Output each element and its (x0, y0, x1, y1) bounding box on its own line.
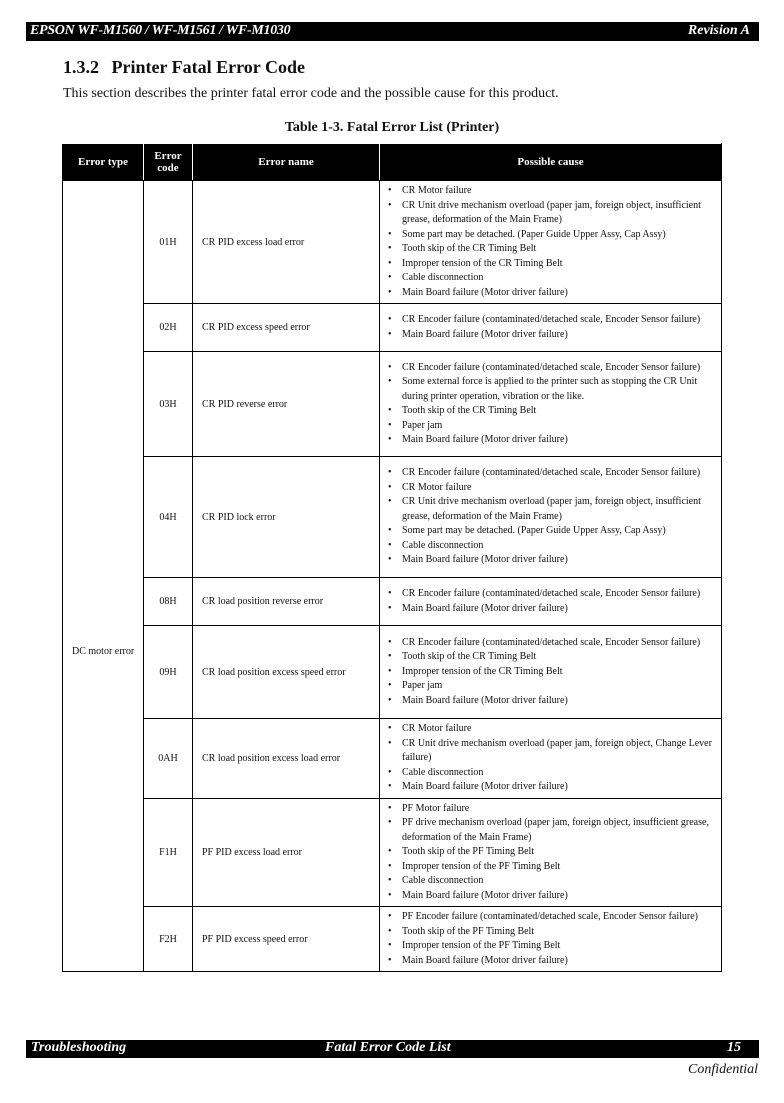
table-row (63, 304, 722, 352)
cause-list (388, 722, 717, 795)
column-header-error-code: Error code (144, 144, 193, 181)
cause-item: • Main Board failure (Motor driver failure) (388, 694, 717, 709)
possible-cause-cell (380, 304, 722, 352)
error-code-cell: 08H (144, 578, 193, 626)
error-code-cell: 01H (144, 181, 193, 304)
cause-list (388, 910, 717, 968)
cause-item: • PF Motor failure (388, 802, 717, 817)
error-name-cell: CR PID lock error (193, 457, 380, 578)
cause-item: • Some part may be detached. (Paper Guide Upper Assy, Cap Assy) (388, 228, 717, 243)
cause-item: • Cable disconnection (388, 271, 717, 286)
error-code-cell: F2H (144, 907, 193, 972)
table-row (63, 626, 722, 719)
cause-item: • Cable disconnection (388, 874, 717, 889)
page-footer (26, 1040, 759, 1058)
error-name-cell: CR load position reverse error (193, 578, 380, 626)
cause-item: • Main Board failure (Motor driver failure) (388, 286, 717, 301)
page-header (26, 22, 759, 41)
cause-item: • Main Board failure (Motor driver failure) (388, 602, 717, 617)
cause-item: • Paper jam (388, 419, 717, 434)
error-name-cell: PF PID excess load error (193, 798, 380, 907)
section-heading (63, 57, 305, 78)
cause-list (388, 184, 717, 300)
page-number: 15 (727, 1040, 741, 1055)
possible-cause-cell (380, 798, 722, 907)
cause-item: • CR Encoder failure (contaminated/detached scale, Encoder Sensor failure) (388, 636, 717, 651)
table-row (63, 457, 722, 578)
table-caption: Table 1-3. Fatal Error List (Printer) (284, 120, 500, 135)
cause-item: • Some external force is applied to the printer such as stopping the CR Unit during printer operation, vibration or the like. (388, 375, 717, 404)
footer-chapter: Troubleshooting (31, 1040, 127, 1055)
column-header-error-type: Error type (63, 144, 144, 181)
cause-item: • CR Motor failure (388, 722, 717, 737)
header-product: EPSON WF-M1560 / WF-M1561 / WF-M1030 (30, 23, 291, 38)
cause-item: • Tooth skip of the CR Timing Belt (388, 404, 717, 419)
error-name-cell: CR load position excess speed error (193, 626, 380, 719)
section-intro: This section describes the printer fatal error code and the possible cause for this product. (63, 86, 559, 101)
cause-item: • CR Motor failure (388, 481, 717, 496)
cause-item: • PF Encoder failure (contaminated/detached scale, Encoder Sensor failure) (388, 910, 717, 925)
cause-item: • Main Board failure (Motor driver failure) (388, 433, 717, 448)
fatal-error-table (62, 143, 722, 972)
cause-list (388, 802, 717, 904)
column-header-possible-cause: Possible cause (380, 144, 722, 181)
error-code-cell: 03H (144, 352, 193, 457)
cause-item: • CR Encoder failure (contaminated/detached scale, Encoder Sensor failure) (388, 313, 717, 328)
cause-item: • Improper tension of the PF Timing Belt (388, 939, 717, 954)
cause-item: • Tooth skip of the PF Timing Belt (388, 845, 717, 860)
error-name-cell: CR PID excess load error (193, 181, 380, 304)
possible-cause-cell (380, 719, 722, 799)
confidential-label: Confidential (688, 1062, 758, 1077)
section-title: Printer Fatal Error Code (111, 57, 305, 77)
header-revision: Revision A (687, 23, 750, 38)
possible-cause-cell (380, 626, 722, 719)
table-header-row (63, 144, 722, 181)
cause-item: • Main Board failure (Motor driver failure) (388, 553, 717, 568)
cause-item: • Main Board failure (Motor driver failure) (388, 954, 717, 969)
error-name-cell: CR PID excess speed error (193, 304, 380, 352)
cause-item: • Tooth skip of the CR Timing Belt (388, 650, 717, 665)
cause-item: • Tooth skip of the PF Timing Belt (388, 925, 717, 940)
cause-item: • Paper jam (388, 679, 717, 694)
table-row (63, 907, 722, 972)
table-row (63, 181, 722, 304)
cause-item: • CR Encoder failure (contaminated/detached scale, Encoder Sensor failure) (388, 466, 717, 481)
possible-cause-cell (380, 181, 722, 304)
error-name-cell: CR load position excess load error (193, 719, 380, 799)
cause-item: • Cable disconnection (388, 539, 717, 554)
cause-list (388, 361, 717, 448)
table-row (63, 719, 722, 799)
possible-cause-cell (380, 457, 722, 578)
cause-item: • CR Unit drive mechanism overload (paper jam, foreign object, insufficient grease, deformation of the Main Frame) (388, 199, 717, 228)
column-header-error-name: Error name (193, 144, 380, 181)
table-row (63, 352, 722, 457)
cause-item: • Some part may be detached. (Paper Guide Upper Assy, Cap Assy) (388, 524, 717, 539)
error-name-cell: PF PID excess speed error (193, 907, 380, 972)
footer-section: Fatal Error Code List (325, 1040, 451, 1055)
possible-cause-cell (380, 578, 722, 626)
cause-item: • CR Encoder failure (contaminated/detached scale, Encoder Sensor failure) (388, 587, 717, 602)
cause-item: • CR Encoder failure (contaminated/detached scale, Encoder Sensor failure) (388, 361, 717, 376)
cause-item: • Main Board failure (Motor driver failure) (388, 889, 717, 904)
possible-cause-cell (380, 352, 722, 457)
cause-list (388, 313, 717, 342)
section-number: 1.3.2 (63, 57, 99, 77)
cause-item: • Tooth skip of the CR Timing Belt (388, 242, 717, 257)
error-type-cell: DC motor error (63, 181, 144, 972)
cause-list (388, 636, 717, 709)
cause-list (388, 587, 717, 616)
cause-item: • Cable disconnection (388, 766, 717, 781)
error-name-cell: CR PID reverse error (193, 352, 380, 457)
cause-item: • Improper tension of the CR Timing Belt (388, 257, 717, 272)
table-row (63, 798, 722, 907)
error-code-cell: 09H (144, 626, 193, 719)
cause-list (388, 466, 717, 568)
cause-item: • Main Board failure (Motor driver failure) (388, 780, 717, 795)
cause-item: • PF drive mechanism overload (paper jam, foreign object, insufficient grease, deformation of the Main Frame) (388, 816, 717, 845)
error-code-cell: 02H (144, 304, 193, 352)
cause-item: • Improper tension of the PF Timing Belt (388, 860, 717, 875)
cause-item: • CR Unit drive mechanism overload (paper jam, foreign object, insufficient grease, deformation of the Main Frame) (388, 495, 717, 524)
error-code-cell: 0AH (144, 719, 193, 799)
error-code-cell: F1H (144, 798, 193, 907)
cause-item: • Main Board failure (Motor driver failure) (388, 328, 717, 343)
possible-cause-cell (380, 907, 722, 972)
error-code-cell: 04H (144, 457, 193, 578)
cause-item: • Improper tension of the CR Timing Belt (388, 665, 717, 680)
cause-item: • CR Motor failure (388, 184, 717, 199)
cause-item: • CR Unit drive mechanism overload (paper jam, foreign object, Change Lever failure) (388, 737, 717, 766)
table-row (63, 578, 722, 626)
